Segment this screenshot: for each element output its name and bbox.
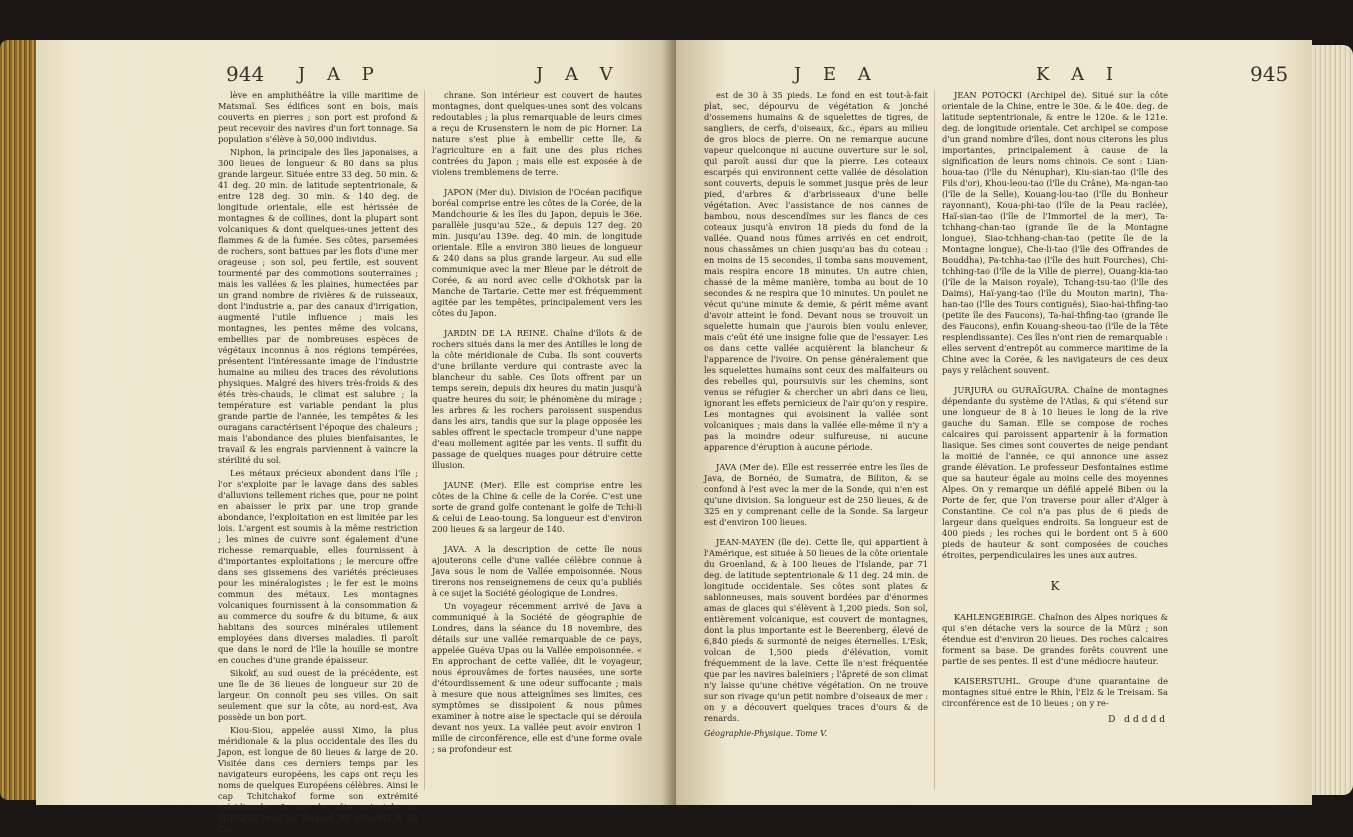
running-head-jea: J E A <box>794 64 879 85</box>
column-rule <box>424 90 425 790</box>
right-column-2 <box>942 90 1168 726</box>
entry-java: JAVA. A la description de cette île nous ajouterons celle d'une vallée célèbre connue à Java sous le nom de Vallée empoisonnée. Nous tirerons nos renseignemens de ceux qu'a publiés à ce sujet la Société géologique de Londres. <box>432 544 642 598</box>
paragraph: Kiou-Siou, appelée aussi Ximo, la plus méridionale & la plus occidentale des îles du Japon, est longue de 80 lieues & large de 20. Visitée dans ces derniers temps par les navigateurs européens, les caps ont reçu les noms de quelques Européens célèbres. Ainsi le cap Tchitchakof forme son extrémité méridionale, & sur la côte orientale on distingue ceux de Nagaef, de d'Anville & de Co- <box>218 725 418 834</box>
signature-mark: D ddddd <box>1108 715 1168 725</box>
paragraph: Les métaux précieux abondent dans l'île ; l'or s'exploite par le lavage dans des sables d'alluvions tellement riches que, pour ne point en abaisser le prix par une trop grande abondance, l'exploitation en est limitée par les lois. L'argent est soumis à la même restriction ; les mines de cuivre sont également d'une richesse remarquable, elles fournissent à d'importantes exploitations ; le mercure offre dans ses gissemens des variétés précieuses pour les minéralogistes ; le fer est le moins commun des métaux. Les montagnes volcaniques fournissent à la consommation & au commerce du soufre & du bitume, & aux habitans des sources minérales utilement employées dans diverses maladies. Il paroît que dans le nord de l'île la houille se montre en couches d'une grande épaisseur. <box>218 468 418 665</box>
entry-kahlengebirge: KAHLENGEBIRGE. Chaînon des Alpes noriques & qui s'en détache vers la source de la Mürz ; son étendue est d'environ 20 lieues. Des roches calcaires forment sa base. De grandes forêts couvrent une partie de ses pentes. Il est d'une médiocre hauteur. <box>942 612 1168 666</box>
page-number-left: 944 <box>226 62 265 86</box>
entry-jean-mayen: JEAN-MAYEN (île de). Cette île, qui appartient à l'Amérique, est située à 50 lieues de la côte orientale du Groenland, & à 100 lieues de l'Islande, par 71 deg. de latitude septentrionale & 11 deg. 24 min. de longitude occidentale. Ses côtes sont plates & sablonneuses, mais souvent bordées par d'énormes amas de glaces qui s'élèvent à 1,200 pieds. Son sol, entièrement volcanique, est couvert de montagnes, dont la plus importante est le Beerenberg, élevé de 6,840 pieds & surmonté de neiges éternelles. L'Esk, volcan de 1,500 pieds d'élévation, vomit fréquemment de la lave. Cette île n'est fréquentée que par les navires baleiniers ; l'âpreté de son climat n'y laisse qu'une chétive végétation. On ne trouve sur son rivage qu'un petit nombre d'oiseaux de mer : on y a découvert quelques traces d'ours & de renards. <box>704 537 928 723</box>
right-page <box>676 40 1312 805</box>
paragraph: Niphon, la principale des îles japonaises, a 300 lieues de longueur & 80 dans sa plus grande largeur. Située entre 33 deg. 50 min. & 41 deg. 20 min. de latitude septentrionale, & entre 128 deg. 30 min. & 140 deg. de longitude orientale, elle est hérissée de montagnes & de collines, dont la plupart sont volcaniques & dont quelques-unes jettent des flammes & de la fumée. Ses côtes, parsemées de rochers, sont battues par les flots d'une mer orageuse ; son sol, peu fertile, est souvent tourmenté par des commotions souterraines ; mais les vallées & les plaines, humectées par un grand nombre de rivières & de ruisseaux, dont l'industrie a, par des canaux d'irrigation, augmenté l'utile influence ; mais les montagnes, les pentes même des volcans, embellies par de nombreuses espèces de végétaux inconnus à nos régions tempérées, présentent l'intéressante image de l'industrie humaine au milieu des traces des révolutions physiques. Malgré des hivers très-froids & des étés très-chauds, le climat est salubre ; la température est variable pendant la plus grande partie de l'année, les tempêtes & les ouragans caractérisent l'époque des chaleurs ; mais l'abondance des pluies bienfaisantes, le travail & les engrais parviennent à vaincre la stérilité du sol. <box>218 147 418 465</box>
running-head-jap: J A P <box>298 64 382 85</box>
paragraph: lève en amphithéâtre la ville maritime de Matsmaï. Ses édifices sont en bois, mais couverts en pierres ; son port est profond & peut recevoir des navires d'un fort tonnage. Sa population s'élève à 50,000 individus. <box>218 90 418 144</box>
right-column-1 <box>704 90 928 739</box>
page-edges-right <box>1308 45 1353 795</box>
paragraph: Un voyageur récemment arrivé de Java a communiqué à la Société de géographie de Londres, dans la séance du 18 novembre, des détails sur une vallée remarquable de ce pays, appelée Guéva Upas ou la Vallée empoisonnée. « En approchant de cette vallée, dit le voyageur, nous éprouvâmes de fortes nausées, une sorte d'étourdissement & une odeur suffocante ; mais à mesure que nous atteignîmes ses limites, ces symptômes se dissipoient & nous pûmes examiner à notre aise le spectacle qui se déroula devant nos yeux. La vallée peut avoir environ 1 mille de circonférence, elle est d'une forme ovale ; sa profondeur est <box>432 601 642 754</box>
entry-jardin-reine: JARDIN DE LA REINE. Chaîne d'îlots & de rochers situés dans la mer des Antilles le long de la côte méridionale de Cuba. Ils sont couverts d'une brillante verdure qui contraste avec la blancheur du sable. Ces îlots offrent par un temps serein, depuis dix heures du matin jusqu'à quatre heures du soir, le phénomène du mirage ; les arbres & les rochers paroissent suspendus dans les airs, tandis que sur la plage opposée les sables offrent le spectacle trompeur d'une nappe d'eau mollement agitée par les vents. Il suffit du passage de quelques nuages pour détruire cette illusion. <box>432 328 642 470</box>
entry-java-mer: JAVA (Mer de). Elle est resserrée entre les îles de Java, de Bornéo, de Sumatra, de Biliton, & se confond à l'est avec la mer de la Sonde, qui n'en est qu'une division. Sa longueur est de 250 lieues, & de 325 en y comprenant celle de la Sonde. Sa largeur est d'environ 100 lieues. <box>704 462 928 527</box>
left-column-2 <box>432 90 642 757</box>
paragraph: est de 30 à 35 pieds. Le fond en est tout-à-fait plat, sec, dépourvu de végétation & jonché d'ossemens humains & de squelettes de tigres, de sangliers, de cerfs, d'oiseaux, &c., épars au milieu de gros blocs de pierre. On ne remarque aucune vapeur quelconque ni aucune ouverture sur le sol, qui paroît aussi dur que la pierre. Les coteaux escarpés qui environnent cette vallée de désolation sont couverts, depuis le sommet jusque près de leur pied, d'arbres & d'arbrisseaux d'une belle végétation. Avec l'assistance de nos cannes de bambou, nous descendîmes sur les flancs de ces coteaux jusqu'à environ 18 pieds du fond de la vallée. Quand nous fûmes arrivés en cet endroit, nous chassâmes un chien jusqu'au bas du coteau : en moins de 15 secondes, il tomba sans mouvement, mais respira encore 18 minutes. Un autre chien, chassé de la même manière, tomba au bout de 10 secondes & ne respira que 10 minutes. Un poulet ne vécut qu'une minute & demie, & périt même avant d'avoir atteint le fond. Devant nous se trouvoit un squelette humain que j'aurois bien voulu enlever, mais c'eût été une insigne folie que de l'essayer. Les os dans cette vallée acquièrent la blancheur & l'apparence de l'ivoire. On pense généralement que les squelettes humains sont ceux des malfaiteurs ou des rebelles qui, poursuivis sur les chemins, sont venus se réfugier & chercher un abri dans ce lieu, ignorant les effets pernicieux de l'air qu'on y respire. Les montagnes qui avoisinent la vallée sont volcaniques ; mais dans la vallée elle-même il n'y a pas la moindre odeur sulfureuse, ni aucune apparence d'éruption à aucune période. <box>704 90 928 452</box>
entry-jaune-mer: JAUNE (Mer). Elle est comprise entre les côtes de la Chine & celle de la Corée. C'est une sorte de grand golfe contenant le golfe de Tchi-li & celui de Leao-toung. Sa longueur est d'environ 200 lieues & sa largeur de 140. <box>432 480 642 534</box>
left-page <box>36 40 676 834</box>
entry-kaiserstuhl: KAISERSTUHL. Groupe d'une quarantaine de montagnes situé entre le Rhin, l'Elz & le Treisam. Sa circonférence est de 10 lieues ; on y re- <box>942 676 1168 708</box>
footer-volume-note: Géographie-Physique. Tome V. <box>704 729 828 738</box>
entry-jean-potocki: JEAN POTOCKI (Archipel de). Situé sur la côte orientale de la Chine, entre le 30e. & le 40e. deg. de latitude septentrionale, & entre le 120e. & le 121e. deg. de longitude orientale. Cet archipel se compose d'un grand nombre d'îles, dont nous citerons les plus importantes, principalement à cause de la signification de leurs noms chinois. Ce sont : Lian-houa-tao (l'île du Nénuphar), Kiu-sian-tao (l'île des Fils d'or), Khou-leou-tao (l'île du Crâne), Ma-ngan-tao (l'île de la Selle), Kouang-lou-tao (l'île du Bonheur rayonnant), Koua-phi-tao (l'île de la Peau raclée), Haï-sian-tao (l'île de l'Immortel de la mer), Ta-tchhang-chan-tao (grande île de la Montagne longue), Siao-tchhang-chan-tao (petite île de la Montagne longue), Che-li-tao (l'île des Offrandes de Bouddha), Pa-tchha-tao (l'île des huit Fourches), Chi-tchhing-tao (l'île de la Ville de pierre), Ouang-kia-tao (l'île de la Maison royale), Tchang-tsu-tao (l'île des Daims), Haï-yang-tao (l'île du Mouton marin), Tha-han-tao (l'île des Tours contiguës), Siao-hai-thfing-tao (petite île des Faucons), Ta-haï-thfing-tao (grande île des Faucons), enfin Kouang-sheou-tao (l'île de la Tête resplendissante). Ces îles n'ont rien de remarquable : elles servent d'entrepôt au commerce maritime de la Chine avec la Corée, & les navigateurs de ces deux pays y relâchent souvent. <box>942 90 1169 375</box>
page-number-right: 945 <box>1250 62 1289 86</box>
entry-jurjura: JURJURA ou GURAÏGURA. Chaîne de montagnes dépendante du système de l'Atlas, & qui s'étend sur une longueur de 8 à 10 lieues le long de la rive gauche du Saman. Elle se compose de roches calcaires qui paroissent appartenir à la formation liasique. Ses cimes sont couvertes de neige pendant la moitié de l'année, ce qui annonce une assez grande élévation. Le professeur Desfontaines estime que sa hauteur égale au moins celle des moyennes Alpes. On y remarque un défilé appelé Biben ou la Porte de fer, que l'on traverse pour aller d'Alger à Constantine. Ce col n'a pas plus de 6 pieds de largeur dans quelques endroits. Sa longueur est de 400 pieds ; les roches qui le bordent ont 5 à 600 pieds de hauteur & sont composées de couches étroites, perpendiculaires les unes aux autres. <box>942 385 1168 560</box>
section-letter-k: K <box>1050 579 1060 593</box>
left-column-1 <box>218 90 418 837</box>
running-head-kai: K A I <box>1036 64 1121 85</box>
paragraph: Sikokf, au sud ouest de la précédente, est une île de 36 lieues de longueur sur 20 de largeur. On connoît peu ses villes. On sait seulement que sur la côte, au nord-est, Ava possède un bon port. <box>218 668 418 722</box>
running-head-jav: J A V <box>536 64 621 85</box>
entry-japon-mer: JAPON (Mer du). Division de l'Océan pacifique boréal comprise entre les côtes de la Corée, de la Mandchourie & les îles du Japon, depuis le 36e. parallèle jusqu'au 52e., & depuis 127 deg. 20 min. jusqu'au 139e. deg. 40 min. de longitude orientale. Elle a environ 380 lieues de longueur & 240 dans sa plus grande largeur. Au sud elle communique avec la mer Bleue par le détroit de Corée, & au nord avec celle d'Okhotsk par la Manche de Tartarie. Cette mer est fréquemment agitée par les tempêtes, principalement vers les côtes du Japon. <box>432 187 642 318</box>
paragraph: chrane. Son intérieur est couvert de hautes montagnes, dont quelques-unes sont des volcans redoutables ; la plus remarquable de leurs cimes a reçu de Krusenstern le nom de pic Horner. La nature s'est plue à embellir cette île, & l'agriculture en a fait une des plus riches contrées du Japon ; mais elle est exposée à de violens tremblemens de terre. <box>432 90 642 177</box>
column-rule <box>934 90 935 790</box>
